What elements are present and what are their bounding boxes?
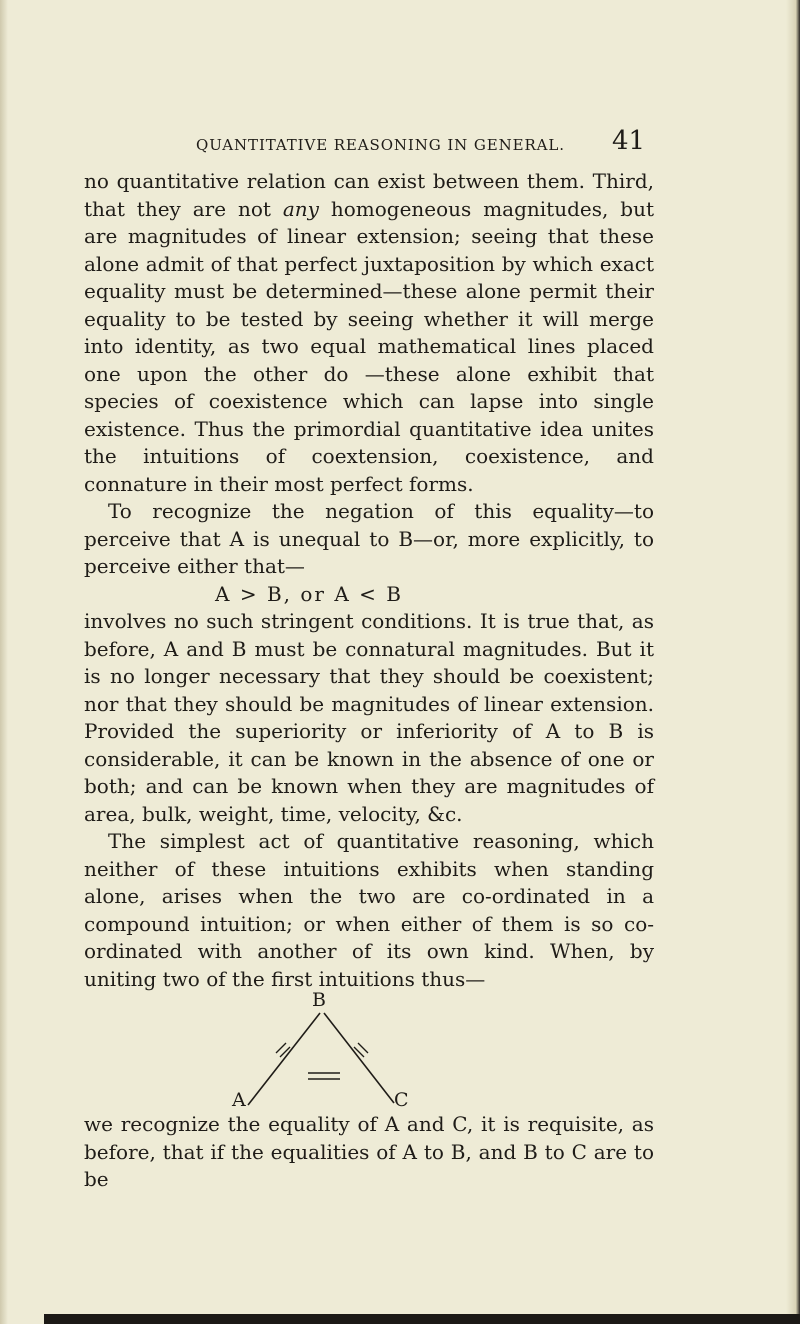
page-edge-left [0, 0, 8, 1324]
paragraph: involves no such stringent conditions. It is true that, as before, A and B must be connatural magnitudes. But it is no longer necessary that they should be coexistent; nor that they should be magnitudes of linear extension. Provided the superiority or inferiority of A to B is considerable, it can be known in the absence of one or both; and can be known when they are magnitudes of area, bulk, weight, time, velocity, &c. [84, 609, 654, 826]
vertex-label-a: A [232, 1089, 246, 1111]
paragraph: The simplest act of quantitative reasoning, which neither of these intuitions exhibits when standing alone, arises when the two are co-ordinated in a compound intuition; or when either of them is so co-ordinated with another of its own kind. When, by uniting two of the first intuitions thus— [84, 829, 654, 991]
page-header [0, 126, 800, 160]
page-bottom-edge [44, 1314, 800, 1324]
emphasis: any [282, 196, 319, 221]
paragraph: To recognize the negation of this equality—to perceive that A is unequal to B—or, more explicitly, to perceive either that— [84, 499, 654, 578]
running-title: QUANTITATIVE REASONING IN GENERAL. [196, 136, 565, 154]
side-ab [248, 1013, 320, 1105]
page-number: 41 [612, 126, 646, 156]
body-text [84, 168, 654, 1194]
inequality-formula: A > B, or A < B [215, 581, 403, 606]
paragraph: we recognize the equality of A and C, it is requisite, as before, that if the equalities of A to B, and B to C are to be [84, 1112, 654, 1191]
triangle-figure [84, 995, 654, 1111]
page-edge-right [786, 0, 800, 1324]
vertex-label-c: C [394, 1089, 409, 1111]
triangle-diagram [84, 989, 654, 1111]
side-bc [324, 1013, 394, 1103]
paragraph: no quantitative relation can exist between them. Third, that they are not any homogeneous magnitudes, but are magnitudes of linear extension; seeing that these alone admit of that perfect juxtaposition by which exact equality must be determined—these alone permit their equality to be tested by seeing whether it will merge into identity, as two equal mathematical lines placed one upon the other do —these alone exhibit that species of coexistence which can lapse into single existence. Thus the primordial quantitative idea unites the intuitions of coextension, coexistence, and connature in their most perfect forms. [84, 169, 654, 496]
vertex-label-b: B [312, 989, 326, 1011]
